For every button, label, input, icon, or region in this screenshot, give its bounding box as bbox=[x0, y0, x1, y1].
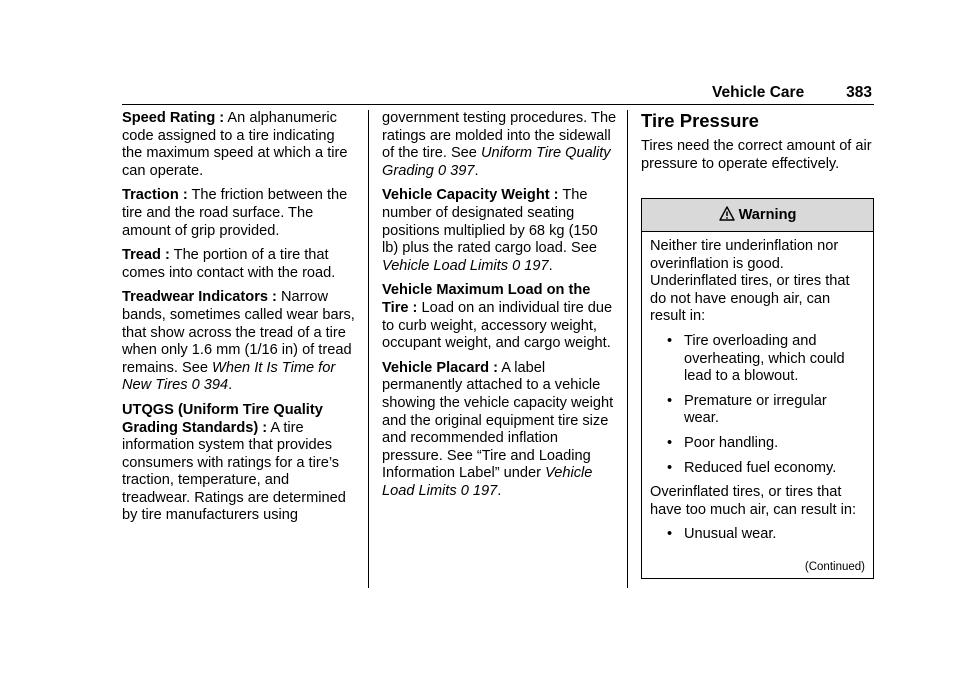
definition-utqgs bbox=[122, 402, 357, 525]
definition-speed-rating bbox=[122, 110, 357, 180]
definition-vehicle-maximum-load bbox=[382, 282, 617, 352]
term: Vehicle Placard : bbox=[382, 359, 499, 376]
term: Treadwear Indicators : bbox=[122, 289, 277, 306]
list-item: • Unusual wear. bbox=[667, 526, 777, 543]
warning-triangle-icon bbox=[719, 206, 735, 221]
definition-vehicle-capacity-weight: Vehicle Capacity Weight : The number of designated seating positions multiplied by 68 kg (150 lb) plus the rated cargo load. See Vehicle Load Limits 0 197. bbox=[382, 187, 598, 274]
definition-vehicle-placard: Vehicle Placard : A label permanently attached to a vehicle showing the vehicle capacity weight and the original equipment tire size and recommended inflation pressure. See “Tire and Loading Information Label” under Vehicle Load Limits 0 197. bbox=[382, 359, 614, 499]
continued-note: (Continued) bbox=[804, 561, 865, 573]
cross-reference-link[interactable]: Vehicle Load Limits bbox=[382, 465, 593, 499]
column-3 bbox=[641, 110, 874, 180]
definition-utqgs-continued: government testing procedures. The ratings are molded into the sidewall of the tire. See Uniform Tire Quality Grading 0 397. bbox=[382, 110, 617, 179]
page-number: 383 bbox=[846, 84, 872, 101]
term: UTQGS (Uniform Tire Quality Grading Standards) : bbox=[122, 401, 323, 436]
column-divider-2 bbox=[627, 110, 628, 588]
column-divider-1 bbox=[368, 110, 369, 588]
column-1 bbox=[122, 110, 357, 532]
definition-text: An alphanumeric code assigned to a tire indicating the maximum speed at which a tire can operate. bbox=[122, 110, 348, 179]
list-item: • Reduced fuel economy. bbox=[667, 459, 837, 476]
definition-traction bbox=[122, 187, 357, 240]
intro-paragraph: Tires need the correct amount of air pressure to operate effectively. bbox=[641, 138, 872, 172]
definition-text: Load on an individual tire due to curb weight, accessory weight, occupant weight, and cargo weight. bbox=[382, 299, 613, 352]
definition-text: The friction between the tire and the road surface. The amount of grip provided. bbox=[122, 187, 348, 239]
term: Tread : bbox=[122, 247, 170, 264]
bullet-list bbox=[650, 526, 865, 544]
bullet-list bbox=[650, 333, 865, 477]
cross-reference-link[interactable]: Uniform Tire Quality Grading bbox=[382, 145, 611, 179]
definition-text: A tire information system that provides consumers with ratings for a tire’s traction, temperature, and treadwear. Ratings are determined by tire manufacturers using bbox=[122, 419, 346, 524]
bullet-icon: • bbox=[667, 392, 673, 409]
bullet-icon: • bbox=[667, 526, 673, 543]
warning-box bbox=[641, 198, 874, 579]
warning-paragraph: Overinflated tires, or tires that have too much air, can result in: bbox=[650, 484, 857, 518]
definition-text: government testing procedures. The ratings are molded into the sidewall of the tire. See bbox=[382, 110, 617, 162]
list-item: • Premature or irregular wear. bbox=[667, 392, 827, 427]
header-divider bbox=[122, 104, 874, 105]
page-reference[interactable]: 0 197 bbox=[460, 482, 498, 499]
cross-reference-link[interactable]: Vehicle Load Limits bbox=[382, 257, 509, 274]
bullet-icon: • bbox=[667, 332, 673, 349]
definition-text: Narrow bands, sometimes called wear bars, that show across the tread of a tire when only 1.6 mm (1/16 in) of tread remains. See bbox=[122, 289, 355, 376]
bullet-icon: • bbox=[667, 459, 673, 476]
warning-body bbox=[642, 232, 873, 544]
page-reference[interactable]: 0 394 bbox=[191, 377, 229, 394]
definition-tread bbox=[122, 247, 357, 282]
page-reference[interactable]: 0 397 bbox=[437, 162, 475, 179]
warning-header bbox=[642, 199, 873, 232]
term: Vehicle Capacity Weight : bbox=[382, 187, 559, 204]
definition-text: The number of designated seating positions multiplied by 68 kg (150 lb) plus the rated cargo load. See bbox=[382, 187, 598, 257]
page-header bbox=[712, 84, 872, 106]
column-2 bbox=[382, 110, 617, 507]
definition-text: The portion of a tire that comes into contact with the road. bbox=[122, 247, 336, 281]
section-title: Vehicle Care bbox=[712, 84, 805, 101]
list-item: • Poor handling. bbox=[667, 434, 779, 451]
definition-text: A label permanently attached to a vehicle showing the vehicle capacity weight and the original equipment tire size and recommended inflation pressure. See “Tire and Loading Information Label” under bbox=[382, 359, 614, 482]
bullet-icon: • bbox=[667, 434, 673, 451]
list-item: • Tire overloading and overheating, which could lead to a blowout. bbox=[667, 332, 845, 385]
term: Vehicle Maximum Load on the Tire : bbox=[382, 282, 591, 316]
term: Speed Rating : bbox=[122, 110, 225, 126]
warning-title: Warning bbox=[738, 207, 797, 223]
section-heading: Tire Pressure bbox=[641, 110, 759, 131]
page-reference[interactable]: 0 197 bbox=[512, 257, 549, 274]
term: Traction : bbox=[122, 187, 188, 204]
cross-reference-link[interactable]: When It Is Time for New Tires bbox=[122, 359, 336, 394]
definition-treadwear-indicators: Treadwear Indicators : Narrow bands, sometimes called wear bars, that show across the tread of a tire when only 1.6 mm (1/16 in) of tread remains. See When It Is Time for New Tires 0 394. bbox=[122, 289, 355, 394]
warning-paragraph: Neither tire underinflation nor overinflation is good. Underinflated tires, or tires that do not have enough air, can result in: bbox=[650, 238, 850, 325]
